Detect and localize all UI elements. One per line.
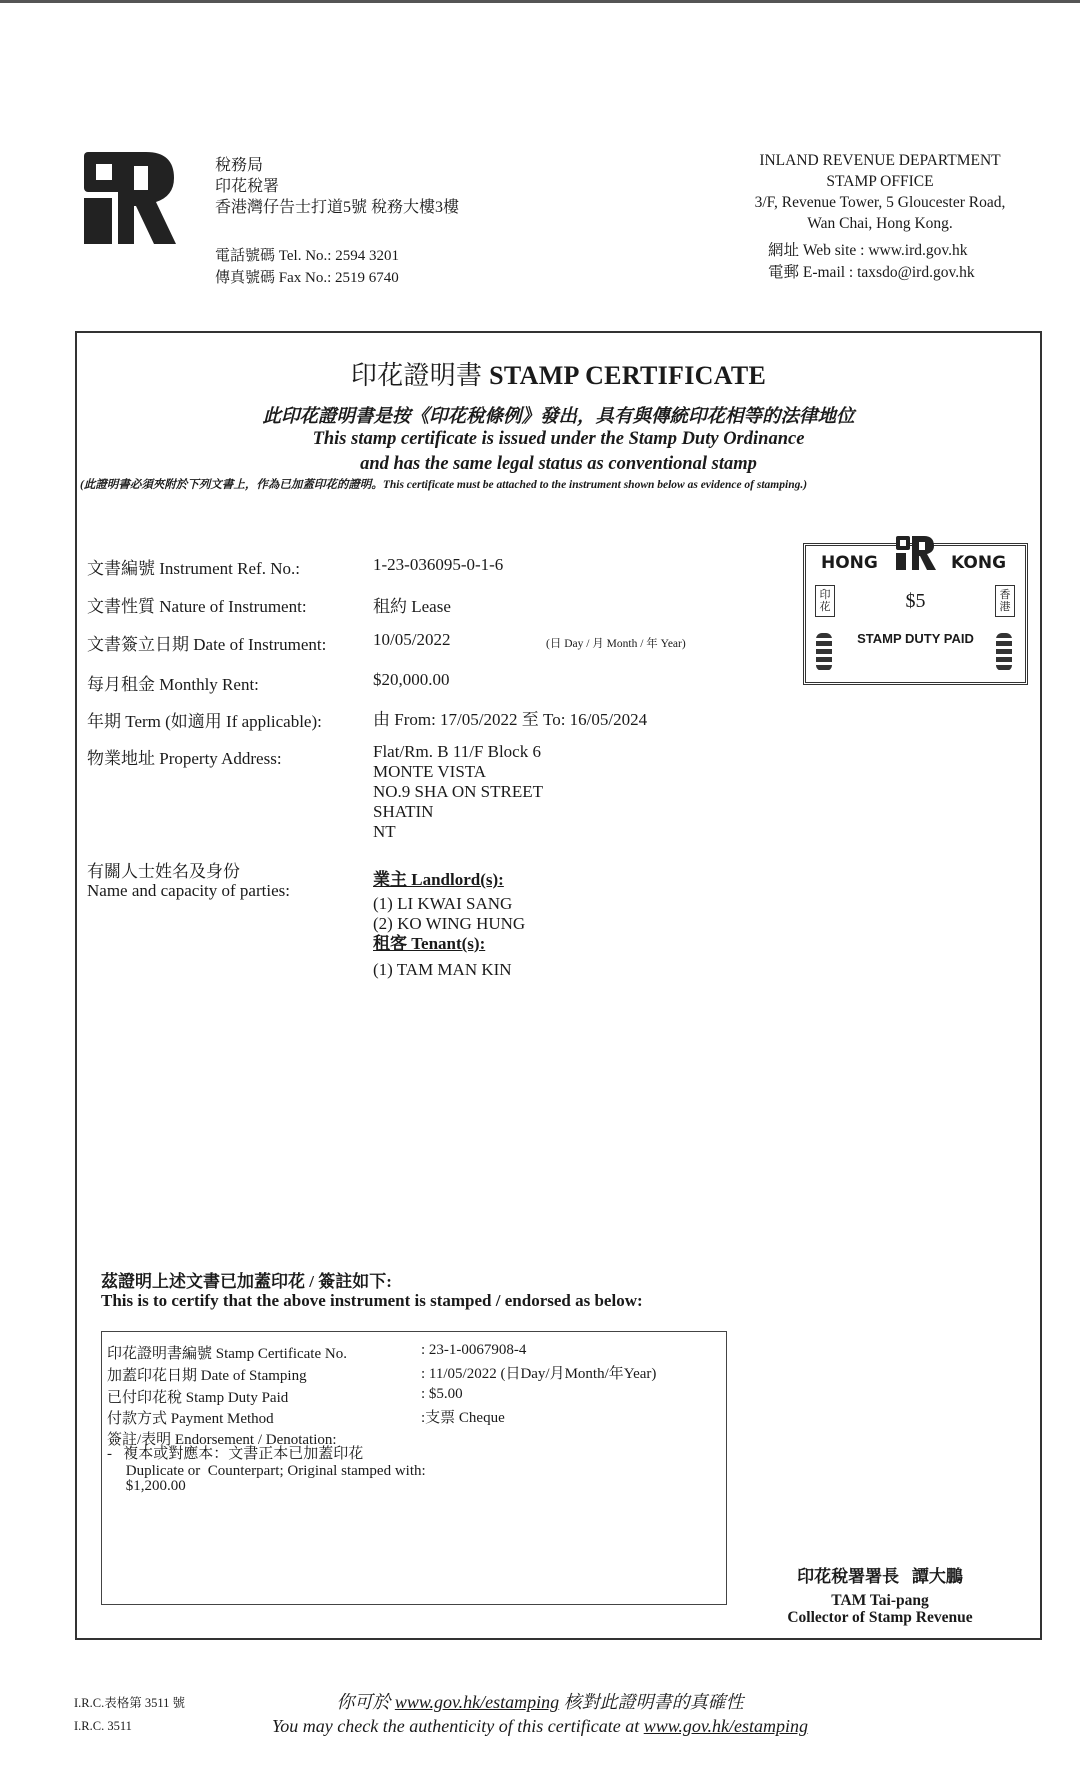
rent-label: 每月租金 Monthly Rent:	[87, 675, 259, 694]
verify-link-en[interactable]: www.gov.hk/estamping	[643, 1716, 809, 1736]
stamp-amount: $5	[905, 590, 926, 612]
date-label: 文書簽立日期 Date of Instrument:	[87, 635, 327, 654]
dept-name-cn: 稅務局	[215, 157, 264, 174]
tenant-heading: 租客 Tenant(s):	[373, 934, 486, 953]
parties-label-en: Name and capacity of parties:	[87, 881, 290, 900]
landlord-item: (2) KO WING HUNG	[373, 914, 526, 933]
ref-label: 文書編號 Instrument Ref. No.:	[87, 559, 300, 578]
certify-statement-en: This is to certify that the above instrument is stamped / endorsed as below:	[101, 1291, 643, 1310]
title-en: STAMP CERTIFICATE	[489, 361, 767, 390]
title-cn: 印花證明書	[350, 361, 483, 390]
cert-no-label: 印花證明書編號 Stamp Certificate No.	[107, 1346, 347, 1362]
collector-signature	[740, 1592, 1020, 1626]
verify-cn-suffix: 核對此證明書的真確性	[563, 1692, 744, 1712]
address-line: NO.9 SHA ON STREET	[373, 782, 544, 801]
website: 網址 Web site : www.ird.gov.hk	[768, 242, 968, 259]
attachment-note: (此證明書必須夾附於下列文書上，作為已加蓋印花的證明。This certificate must be attached to the instrument shown below as evidence of stamping.)	[80, 479, 808, 491]
stamp-kong: KONG	[951, 553, 1007, 573]
subtitle-cn: 此印花證明書是按《印花稅條例》發出，具有與傳統印花相等的法律地位	[262, 407, 855, 427]
duty-paid-label: 已付印花稅 Stamp Duty Paid	[107, 1390, 289, 1406]
duty-paid-value: : $5.00	[421, 1386, 463, 1402]
collector-title: Collector of Stamp Revenue	[787, 1609, 973, 1626]
office-address-en	[730, 150, 1030, 234]
landlord-item: (1) LI KWAI SANG	[373, 894, 513, 913]
property-address	[373, 742, 543, 842]
landlord-heading: 業主 Landlord(s):	[373, 870, 504, 889]
nature-label: 文書性質 Nature of Instrument:	[87, 597, 307, 616]
form-number-cn: I.R.C.表格第 3511 號	[74, 1696, 185, 1710]
ref-value: 1-23-036095-0-1-6	[373, 555, 504, 574]
verify-en-prefix: You may check the authenticity of this certificate at	[271, 1716, 640, 1736]
office-address-cn	[215, 155, 459, 218]
payment-method-value: :支票 Cheque	[421, 1410, 505, 1426]
verify-cn-prefix: 你可於	[336, 1692, 391, 1712]
verify-link-cn[interactable]: www.gov.hk/estamping	[394, 1692, 560, 1712]
stamp-side-right-text: 香港	[999, 589, 1011, 613]
endorsement-label: 簽註/表明 Endorsement / Denotation:	[107, 1432, 337, 1448]
address-line: NT	[373, 822, 396, 841]
email: 電郵 E-mail : taxsdo@ird.gov.hk	[768, 264, 975, 281]
rent-value: $20,000.00	[373, 670, 450, 689]
cert-no-value: : 23-1-0067908-4	[421, 1342, 527, 1358]
address-line: MONTE VISTA	[373, 762, 487, 781]
parties-label	[87, 862, 290, 900]
address-cn: 香港灣仔告士打道5號 稅務大樓3樓	[215, 199, 460, 216]
verify-note-en	[0, 1716, 1080, 1737]
endorsement-line: Duplicate or Counterpart; Original stamped with:	[107, 1463, 426, 1479]
term-label: 年期 Term (如適用 If applicable):	[87, 712, 322, 731]
office-name-cn: 印花稅署	[215, 178, 280, 195]
collector-name-cn: 印花稅署署長 譚大鵬	[797, 1567, 963, 1586]
endorsement-line: - 複本或對應本：文書正本已加蓋印花	[107, 1446, 364, 1462]
certificate-title	[75, 355, 1042, 392]
stamp-side-left-text: 印花	[819, 589, 831, 613]
date-value: 10/05/2022	[373, 630, 451, 649]
form-number-en: I.R.C. 3511	[74, 1719, 132, 1733]
endorsement-line: $1,200.00	[107, 1478, 186, 1494]
nature-value: 租約 Lease	[373, 597, 451, 616]
date-format-hint: (日 Day / 月 Month / 年 Year)	[546, 638, 686, 650]
term-value: 由 From: 17/05/2022 至 To: 16/05/2024	[373, 710, 648, 729]
endorsement-text	[107, 1445, 426, 1494]
address-line: SHATIN	[373, 802, 434, 821]
address-label: 物業地址 Property Address:	[87, 749, 282, 768]
office-name-en: STAMP OFFICE	[826, 173, 934, 190]
stamp-duty-paid: STAMP DUTY PAID	[857, 631, 974, 646]
stamp-ir-logo-icon	[896, 536, 936, 570]
address-line-1: 3/F, Revenue Tower, 5 Gloucester Road,	[754, 194, 1006, 211]
ird-logo-icon	[84, 152, 176, 244]
tel-number: 電話號碼 Tel. No.: 2594 3201	[215, 248, 399, 264]
stamp-hong: HONG	[821, 553, 878, 573]
tenant-item: (1) TAM MAN KIN	[373, 960, 512, 979]
parties-list	[373, 870, 525, 980]
address-line-2: Wan Chai, Hong Kong.	[807, 215, 953, 232]
subtitle-en-1: This stamp certificate is issued under the Stamp Duty Ordinance	[312, 429, 805, 449]
web-contacts	[768, 240, 975, 284]
payment-method-label: 付款方式 Payment Method	[107, 1411, 274, 1427]
stamping-date-label: 加蓋印花日期 Date of Stamping	[107, 1368, 307, 1384]
verify-note-cn	[0, 1688, 1080, 1714]
dept-name-en: INLAND REVENUE DEPARTMENT	[759, 152, 1001, 169]
subtitle-en-2: and has the same legal status as conventional stamp	[360, 454, 757, 474]
fax-number: 傳真號碼 Fax No.: 2519 6740	[215, 270, 399, 286]
stamping-date-value: : 11/05/2022 (日Day/月Month/年Year)	[421, 1366, 657, 1382]
address-line: Flat/Rm. B 11/F Block 6	[373, 742, 541, 761]
certify-statement-cn: 茲證明上述文書已加蓋印花 / 簽註如下:	[101, 1272, 392, 1291]
top-border	[0, 0, 1080, 3]
parties-label-cn: 有關人士姓名及身份	[87, 862, 240, 881]
collector-name-en: TAM Tai-pang	[831, 1592, 929, 1609]
contact-numbers	[215, 245, 399, 289]
